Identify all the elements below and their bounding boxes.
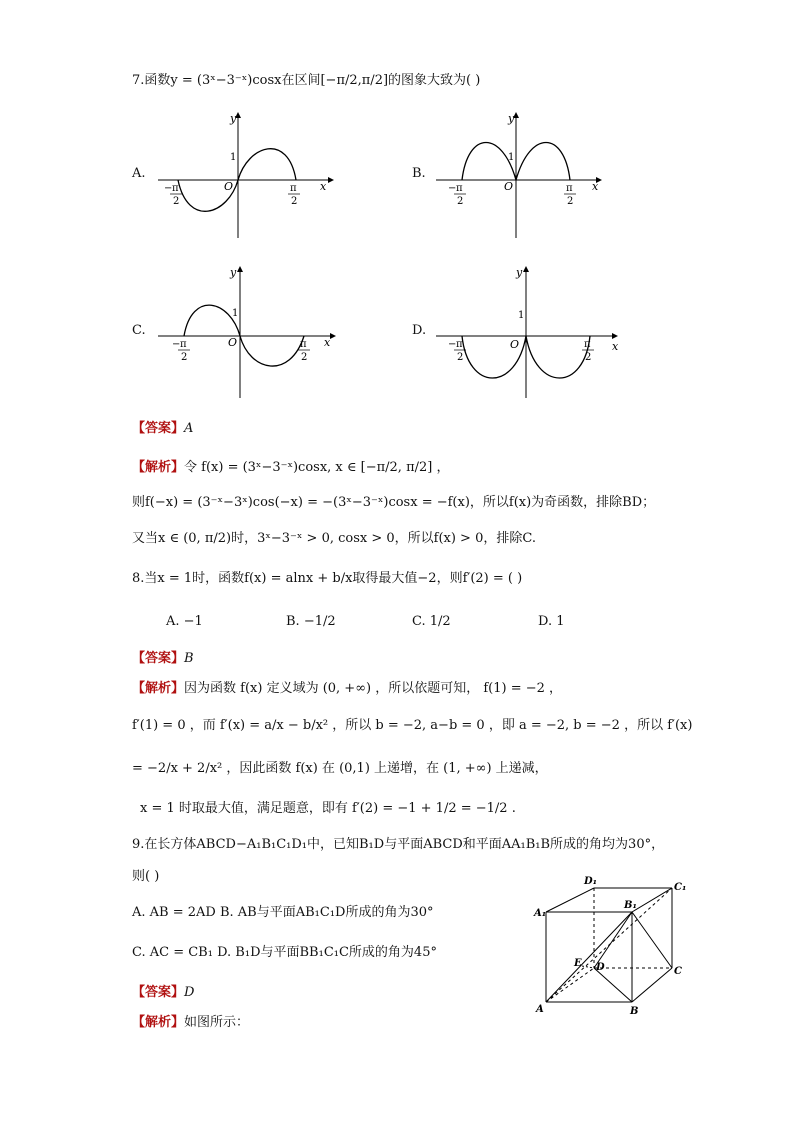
graph-d-pi-right: π <box>584 339 591 350</box>
graph-b-y-label: y <box>508 112 515 125</box>
graph-a-two-right: 2 <box>291 196 298 207</box>
graph-c-y-label: y <box>230 266 237 279</box>
q8-stem: 8.当x = 1时，函数f(x) = alnx + b/x取得最大值−2，则f′(2) = ( ) <box>132 571 523 586</box>
q9-cuboid-figure <box>532 870 702 1020</box>
graph-c-neg: − <box>172 339 181 350</box>
vertex-d: D <box>596 962 605 973</box>
graph-d-two-left: 2 <box>457 352 464 363</box>
q8-analysis-1 <box>132 680 562 698</box>
answer-tag: 【答案】 <box>132 985 185 1000</box>
vertex-d1: D₁ <box>584 876 598 887</box>
analysis-text: 因为函数 f(x) 定义域为 (0, +∞) ，所以依题可知， f(1) = −2 ， <box>184 681 563 696</box>
graph-b-neg: − <box>448 183 457 194</box>
analysis-tag: 【解析】 <box>132 460 185 475</box>
graph-b-origin: O <box>504 180 514 193</box>
q7-option-b-letter: B. <box>412 166 426 181</box>
q8-option-b: B. −1/2 <box>286 614 336 629</box>
q7-option-c-letter: C. <box>132 323 146 338</box>
q9-analysis <box>132 1014 249 1032</box>
graph-c-two-right: 2 <box>301 352 308 363</box>
analysis-tag: 【解析】 <box>132 1015 185 1030</box>
q9-stem: 9.在长方体ABCD−A₁B₁C₁D₁中，已知B₁D与平面ABCD和平面AA₁B₁B所成的角均为30°， <box>132 837 665 852</box>
vertex-c1: C₁ <box>674 882 687 893</box>
q8-analysis-2: f′(1) = 0 ，而 f′(x) = a/x − b/x² ，所以 b = −2, a−b = 0 ，即 a = −2, b = −2 ，所以 f′(x) <box>132 718 693 733</box>
q7-answer <box>132 420 193 438</box>
analysis-text: 令 f(x) = (3ˣ−3⁻ˣ)cosx, x ∈ [−π/2, π/2] ， <box>184 460 450 475</box>
graph-d-x-label: x <box>612 340 619 353</box>
q8-option-d: D. 1 <box>538 614 565 629</box>
q8-option-c: C. 1/2 <box>412 614 451 629</box>
answer-value: D <box>184 985 195 1000</box>
graph-a-one: 1 <box>230 152 237 163</box>
answer-tag: 【答案】 <box>132 421 185 436</box>
q8-analysis-3: = −2/x + 2/x² ，因此函数 f(x) 在 (0,1) 上递增，在 (1, +∞) 上递减， <box>132 761 548 776</box>
answer-value: A <box>184 421 194 436</box>
graph-b-two-left: 2 <box>457 196 464 207</box>
graph-b-pi-left: π <box>456 183 463 194</box>
vertex-b: B <box>630 1006 639 1017</box>
point-e: E <box>574 958 582 969</box>
q7-analysis-3: 又当x ∈ (0, π/2)时，3ˣ−3⁻ˣ > 0, cosx > 0，所以f(x) > 0，排除C. <box>132 531 536 546</box>
graph-c-two-left: 2 <box>181 352 188 363</box>
q7-graph-b <box>428 110 618 240</box>
vertex-a: A <box>536 1004 544 1015</box>
graph-b-pi-right: π <box>566 183 573 194</box>
graph-a-pi-left: π <box>172 183 179 194</box>
answer-value: B <box>184 651 194 666</box>
graph-c-x-label: x <box>324 336 331 349</box>
q7-stem: 7.函数y = (3ˣ−3⁻ˣ)cosx在区间[−π/2,π/2]的图象大致为( ) <box>132 73 481 88</box>
graph-a-y-label: y <box>230 112 237 125</box>
graph-a-origin: O <box>224 180 234 193</box>
graph-b-one: 1 <box>508 152 515 163</box>
vertex-a1: A₁ <box>534 908 547 919</box>
graph-d-two-right: 2 <box>585 352 592 363</box>
q9-options-row-1: A. AB = 2AD B. AB与平面AB₁C₁D所成的角为30° <box>132 905 434 920</box>
vertex-c: C <box>674 966 682 977</box>
q8-option-a: A. −1 <box>166 614 203 629</box>
q7-option-d-letter: D. <box>412 323 427 338</box>
q7-graph-a <box>150 110 340 240</box>
graph-a-x-label: x <box>320 180 327 193</box>
q8-analysis-4: x = 1 时取最大值，满足题意，即有 f′(2) = −1 + 1/2 = −1/2 . <box>140 801 516 816</box>
q7-option-a-letter: A. <box>132 166 146 181</box>
q9-stem-2: 则( ) <box>132 869 160 884</box>
q7-analysis-2: 则f(−x) = (3⁻ˣ−3ˣ)cos(−x) = −(3ˣ−3⁻ˣ)cosx = −f(x)，所以f(x)为奇函数，排除BD； <box>132 495 656 510</box>
graph-d-neg: − <box>448 339 457 350</box>
graph-b-two-right: 2 <box>567 196 574 207</box>
graph-c-pi-left: π <box>180 339 187 350</box>
analysis-text: 如图所示： <box>184 1015 250 1030</box>
graph-d-pi-left: π <box>456 339 463 350</box>
graph-d-y-label: y <box>516 266 523 279</box>
graph-a-neg: − <box>164 183 173 194</box>
graph-c-one: 1 <box>232 308 239 319</box>
q8-answer <box>132 650 194 668</box>
graph-d-origin: O <box>510 338 520 351</box>
graph-d-one: 1 <box>518 310 525 321</box>
graph-c-pi-right: π <box>300 339 307 350</box>
q9-options-row-2: C. AC = CB₁ D. B₁D与平面BB₁C₁C所成的角为45° <box>132 945 437 960</box>
q7-analysis-1 <box>132 459 449 477</box>
q9-answer <box>132 984 194 1002</box>
vertex-b1: B₁ <box>624 900 637 911</box>
q7-graph-d <box>428 262 628 402</box>
q7-graph-c <box>150 262 350 402</box>
graph-c-origin: O <box>228 336 238 349</box>
graph-a-pi-right: π <box>290 183 297 194</box>
graph-b-x-label: x <box>592 180 599 193</box>
analysis-tag: 【解析】 <box>132 681 185 696</box>
graph-a-two-left: 2 <box>173 196 180 207</box>
answer-tag: 【答案】 <box>132 651 185 666</box>
